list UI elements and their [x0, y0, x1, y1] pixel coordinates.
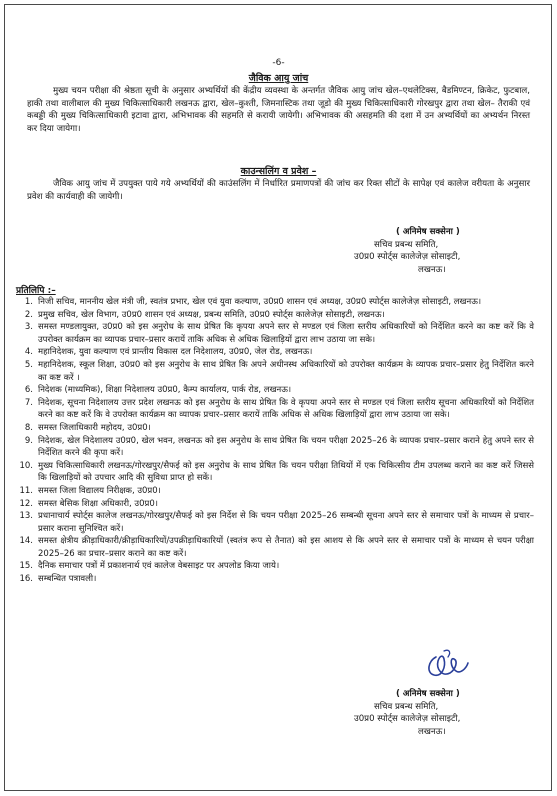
cc-item-number: 2. — [24, 309, 33, 320]
cc-item-text: दैनिक समाचार पत्रों में प्रकाशनार्थ एवं कालेज वेबसाइट पर अपलोड किया जाये। — [38, 561, 280, 572]
cc-item-text: समस्त जिलाधिकारी महोदय, उ0प्र0। — [38, 422, 151, 433]
counselling-paragraph: जैविक आयु जांच में उपयुक्त पाये गये अभ्यर्थियों की काउंसलिंग में निर्धारित प्रमाणपत्रों की जांच कर रिक्त सीटों के सापेक्ष एवं कालेज वरीयता के अनुसार प्रवेश की कार्यवाही की जायेगी। — [27, 179, 530, 202]
signature-scribble — [424, 647, 472, 685]
cc-item-number: 13. — [19, 511, 33, 522]
signatory-designation: सचिव प्रबन्ध समिति, — [374, 701, 439, 712]
cc-list-item — [14, 498, 534, 511]
cc-list-item — [14, 321, 534, 346]
cc-item-number: 1. — [24, 297, 33, 307]
signatory-name: ( अनिमेष सक्सेना ) — [396, 227, 460, 237]
cc-item-number: 14. — [19, 536, 33, 547]
signatory-organisation: उ0प्र0 स्पोर्ट्स कालेजेज़ सोसाइटी, — [354, 714, 461, 725]
cc-item-number: 16. — [19, 574, 33, 585]
cc-item-number: 15. — [19, 561, 33, 572]
cc-list-item — [14, 573, 534, 586]
cc-item-number: 6. — [24, 385, 33, 396]
cc-list-item — [14, 560, 534, 573]
cc-item-text: प्रमुख सचिव, खेल विभाग, उ0प्र0 शासन एवं अध्यक्ष, प्रबन्ध समिति, उ0प्र0 स्पोर्ट्स कालेजेज़ सोसाइटी, लखनऊ। — [38, 309, 385, 320]
cc-item-number: 7. — [24, 397, 33, 408]
cc-item-text: सम्बन्धित पत्रावली। — [38, 574, 97, 585]
cc-list-item — [14, 397, 534, 422]
cc-list-item — [14, 460, 534, 485]
cc-item-text: समस्त बेसिक शिक्षा अधिकारी, उ0प्र0। — [38, 498, 158, 509]
signatory-designation: सचिव प्रबन्ध समिति, — [374, 239, 439, 250]
signature-block-bottom — [354, 688, 544, 738]
signatory-city: लखनऊ। — [418, 726, 446, 737]
section-heading-age-test: जैविक आयु जांच — [248, 73, 309, 84]
cc-item-text: समस्त जिला विद्यालय निरीक्षक, उ0प्र0। — [38, 485, 161, 496]
cc-item-text: समस्त मण्डलायुक्त, उ0प्र0 को इस अनुरोध के साथ प्रेषित कि कृपया अपने स्तर से मण्डल एवं जिला स्तरीय अधिकारियों को निर्देशित करने का कष्ट करें कि वे उपरोक्त कार्यक्रम का व्यापक प्रचार–प्रसार करायें ताकि अधिक से अधिक खिलाड़ियों द्वारा लाभ उठाया जा सके। — [38, 322, 534, 345]
cc-item-text: प्रधानाचार्य स्पोर्ट्स कालेज लखनऊ/गोरखपुर/सैफई को इस निर्देश से कि चयन परीक्षा 2025–26 सम्बन्धी सूचना अपने स्तर से समाचार पत्रों के माध्यम से प्रचार–प्रसार कराना सुनिश्चित करें। — [38, 511, 534, 534]
cc-list-item — [14, 510, 534, 535]
cc-item-text: निदेशक, खेल निदेशालय उ0प्र0, खेल भवन, लखनऊ को इस अनुरोध के साथ प्रेषित कि चयन परीक्षा 2025–26 के व्यापक प्रचार–प्रसार कराने हेतु अपने स्तर से निर्देशित करने की कृपा करें। — [38, 435, 534, 459]
signature-block-top — [354, 226, 544, 276]
cc-list-item — [14, 346, 534, 359]
signatory-organisation: उ0प्र0 स्पोर्ट्स कालेजेज़ सोसाइटी, — [354, 252, 461, 263]
cc-item-text: निजी सचिव, माननीय खेल मंत्री जी, स्वतंत्र प्रभार, खेल एवं युवा कल्याण, उ0प्र0 शासन एवं अध्यक्ष, उ0प्र0 स्पोर्ट्स कालेजेज़ सोसाइटी, लखनऊ। — [38, 297, 482, 307]
signatory-city: लखनऊ। — [418, 264, 446, 275]
cc-item-text: निदेशक (माध्यमिक), शिक्षा निदेशालय उ0प्र0, कैम्प कार्यालय, पार्क रोड, लखनऊ। — [38, 385, 292, 396]
cc-item-number: 11. — [19, 485, 33, 496]
page-number: -6- — [272, 58, 285, 68]
section-heading-counselling: काउन्सलिंग व प्रवेश – — [240, 166, 317, 177]
cc-item-text: महानिदेशक, युवा कल्याण एवं प्रान्तीय विकास दल निदेशालय, उ0प्र0, जेल रोड, लखनऊ। — [38, 347, 313, 358]
cc-item-number: 12. — [19, 498, 33, 509]
age-test-paragraph: मुख्य चयन परीक्षा की श्रेष्ठता सूची के अनुसार अभ्यर्थियों की केंद्रीय व्यवस्था के अन्तर्गत जैविक आयु जांच खेल–एथलेटिक्स, बैडमिण्टन, क्रिकेट, फुटबाल, हाकी तथा वालीबाल की मुख्य चिकित्साधिकारी लखनऊ द्वारा, खेल–कुश्ती, जिमनास्टिक तथा जूडो की मुख्य चिकित्साधिकारी गोरखपुर द्वारा तथा खेल– तैराकी एवं कबड्डी की मुख्य चिकित्साधिकारी इटावा द्वारा, अभिभावक की सहमति से करायी जायेगी। अभिभावक की असहमति की दशा में उन अभ्यर्थियों का अभ्यर्थन निरस्त कर दिया जायेगा। — [27, 86, 530, 134]
cc-item-text: निदेशक, सूचना निदेशालय उत्तर प्रदेश लखनऊ को इस अनुरोध के साथ प्रेषित कि वे कृपया अपने स्तर से मण्डल एवं जिला स्तरीय सूचना अधिकारियों को निर्देशित करने का कष्ट करें कि वे उपरोक्त कार्यक्रम का व्यापक प्रचार–प्रसार करायें ताकि अधिक से अधिक खिलाड़ियों द्वारा लाभ उठाया जा सके। — [38, 397, 534, 421]
cc-list-item — [14, 309, 534, 322]
cc-item-number: 8. — [24, 422, 33, 433]
cc-item-number: 4. — [24, 347, 33, 358]
cc-item-text: समस्त क्षेत्रीय क्रीड़ाधिकारी/क्रीड़ाधिकारियों/उपक्रीड़ाधिकारियों (स्वतंत्र रूप से तैनात) को इस आशय से कि अपने स्तर से समाचार पत्रों के माध्यम से चयन परीक्षा 2025–26 का प्रचार–प्रसार कराने का कष्ट करें। — [38, 536, 534, 559]
cc-label: प्रतिलिपि :– — [16, 286, 56, 296]
cc-list-item — [14, 384, 534, 397]
cc-item-number: 9. — [24, 435, 33, 446]
cc-item-text: महानिदेशक, स्कूल शिक्षा, उ0प्र0 को इस अनुरोध के साथ प्रेषित कि अपने अधीनस्थ अधिकारियों को उपरोक्त कार्यक्रम के व्यापक प्रचार–प्रसार हेतु निर्देशित करने का कष्ट करें । — [38, 359, 534, 383]
cc-list-item — [14, 435, 534, 460]
cc-item-text: मुख्य चिकित्साधिकारी लखनऊ/गोरखपुर/सैफई को इस अनुरोध के साथ प्रेषित कि चयन परीक्षा तिथियों में एक चिकित्सीय टीम उपलब्ध कराने का कष्ट करें जिससे कि खिलाड़ियों को उपचार आदि की सुविधा प्राप्त हो सकें। — [38, 460, 534, 484]
signatory-name: ( अनिमेष सक्सेना ) — [396, 689, 460, 699]
cc-item-number: 3. — [24, 322, 33, 333]
cc-list — [14, 296, 534, 586]
cc-list-item — [14, 485, 534, 498]
cc-item-number: 5. — [24, 359, 33, 370]
cc-list-item — [14, 422, 534, 435]
cc-list-item — [14, 296, 534, 309]
cc-list-item — [14, 359, 534, 384]
cc-item-number: 10. — [19, 460, 33, 471]
cc-list-item — [14, 535, 534, 560]
